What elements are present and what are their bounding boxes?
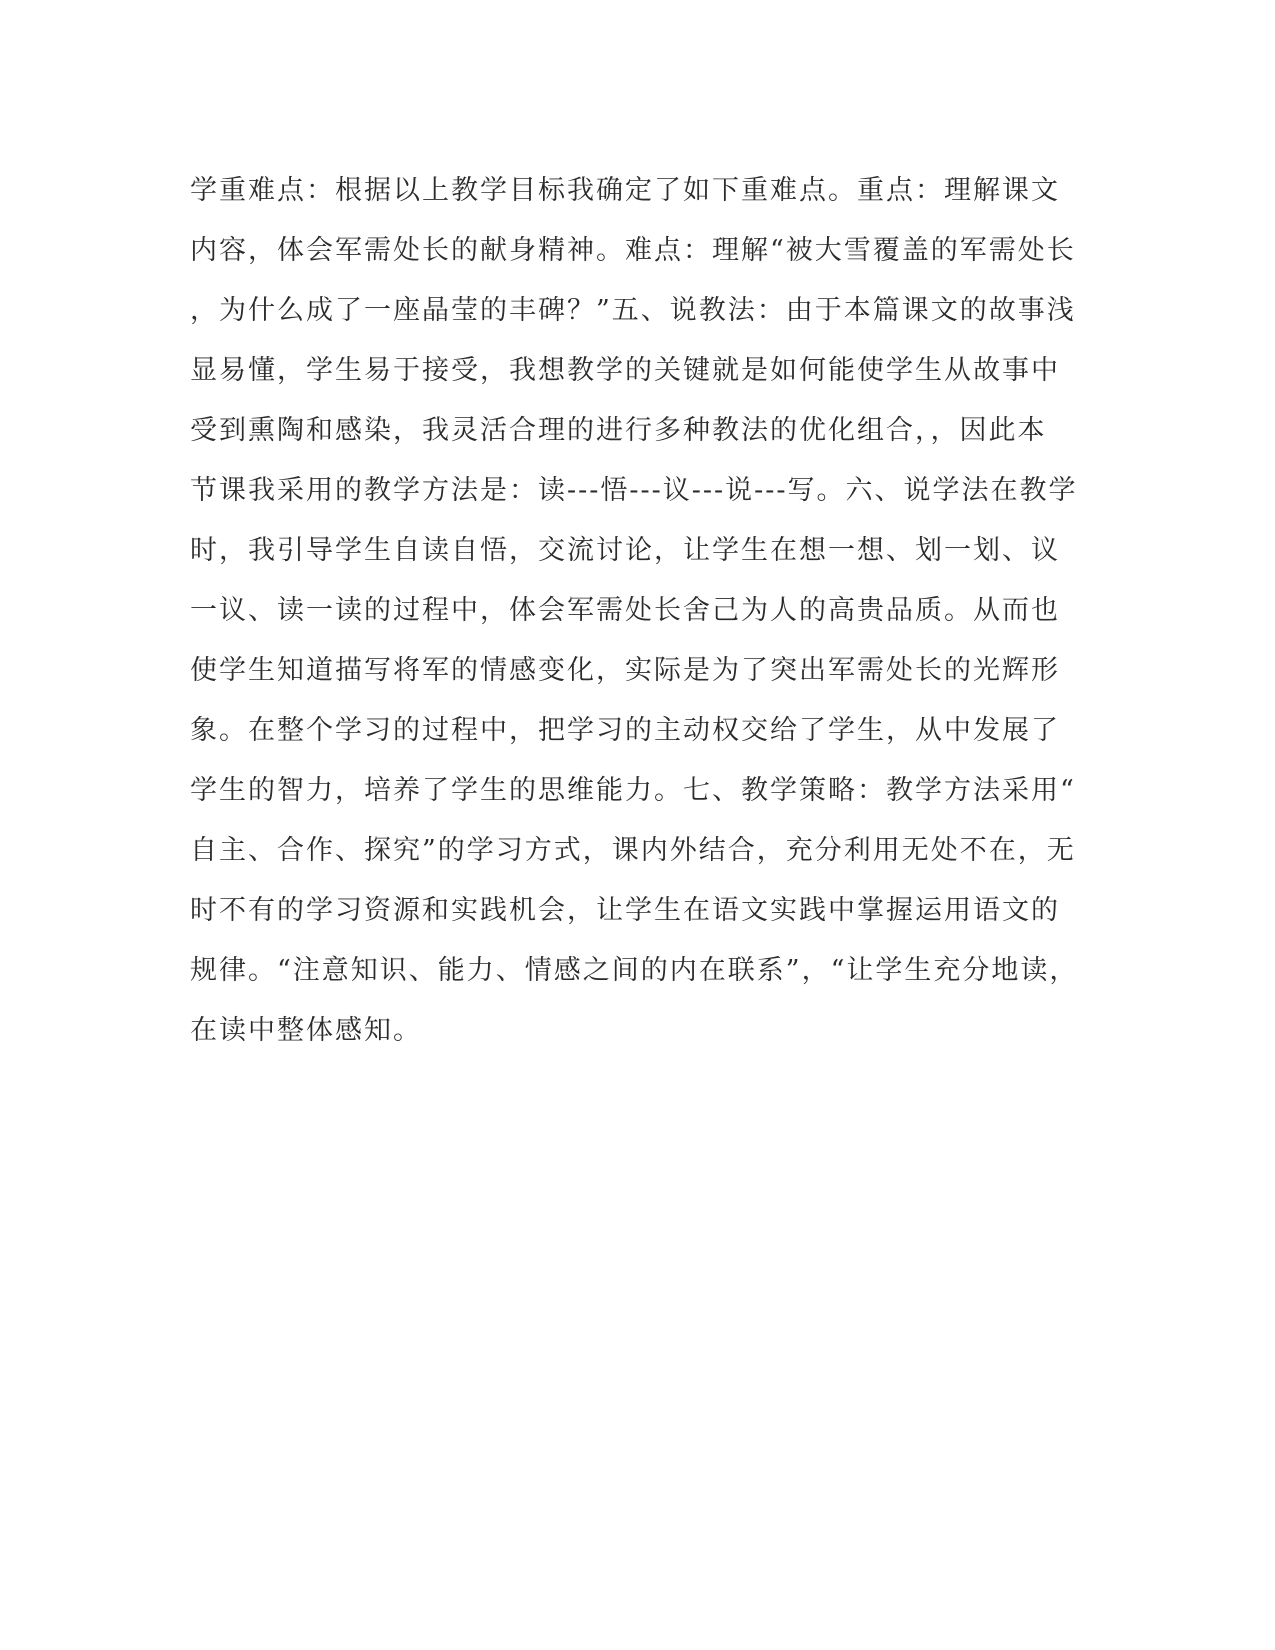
text-line-2: 内容，体会军需处长的献身精神。难点：理解“被大雪覆盖的军需处长 xyxy=(190,235,1076,266)
text-line-15: 在读中整体感知。 xyxy=(190,1015,422,1046)
text-line-14: 规律。“注意知识、能力、情感之间的内在联系”，“让学生充分地读， xyxy=(190,955,1079,986)
text-line-13: 时不有的学习资源和实践机会，让学生在语文实践中掌握运用语文的 xyxy=(190,895,1060,926)
text-line-4: 显易懂，学生易于接受，我想教学的关键就是如何能使学生从故事中 xyxy=(190,355,1060,386)
text-line-9: 使学生知道描写将军的情感变化，实际是为了突出军需处长的光辉形 xyxy=(190,655,1060,686)
text-line-1: 学重难点：根据以上教学目标我确定了如下重难点。重点：理解课文 xyxy=(190,175,1060,206)
text-line-6: 节课我采用的教学方法是：读---悟---议---说---写。六、说学法在教学 xyxy=(190,475,1078,506)
body-text xyxy=(190,161,1090,1061)
text-line-11: 学生的智力，培养了学生的思维能力。七、教学策略：教学方法采用“ xyxy=(190,775,1076,806)
text-line-10: 象。在整个学习的过程中，把学习的主动权交给了学生，从中发展了 xyxy=(190,715,1060,746)
text-line-8: 一议、读一读的过程中，体会军需处长舍己为人的高贵品质。从而也 xyxy=(190,595,1060,626)
text-line-5: 受到熏陶和感染，我灵活合理的进行多种教法的优化组合，，因此本 xyxy=(190,415,1047,446)
text-line-3: ，为什么成了一座晶莹的丰碑？”五、说教法：由于本篇课文的故事浅 xyxy=(190,295,1076,326)
text-line-12: 自主、合作、探究”的学习方式，课内外结合，充分利用无处不在，无 xyxy=(190,835,1076,866)
text-line-7: 时，我引导学生自读自悟，交流讨论，让学生在想一想、划一划、议 xyxy=(190,535,1060,566)
